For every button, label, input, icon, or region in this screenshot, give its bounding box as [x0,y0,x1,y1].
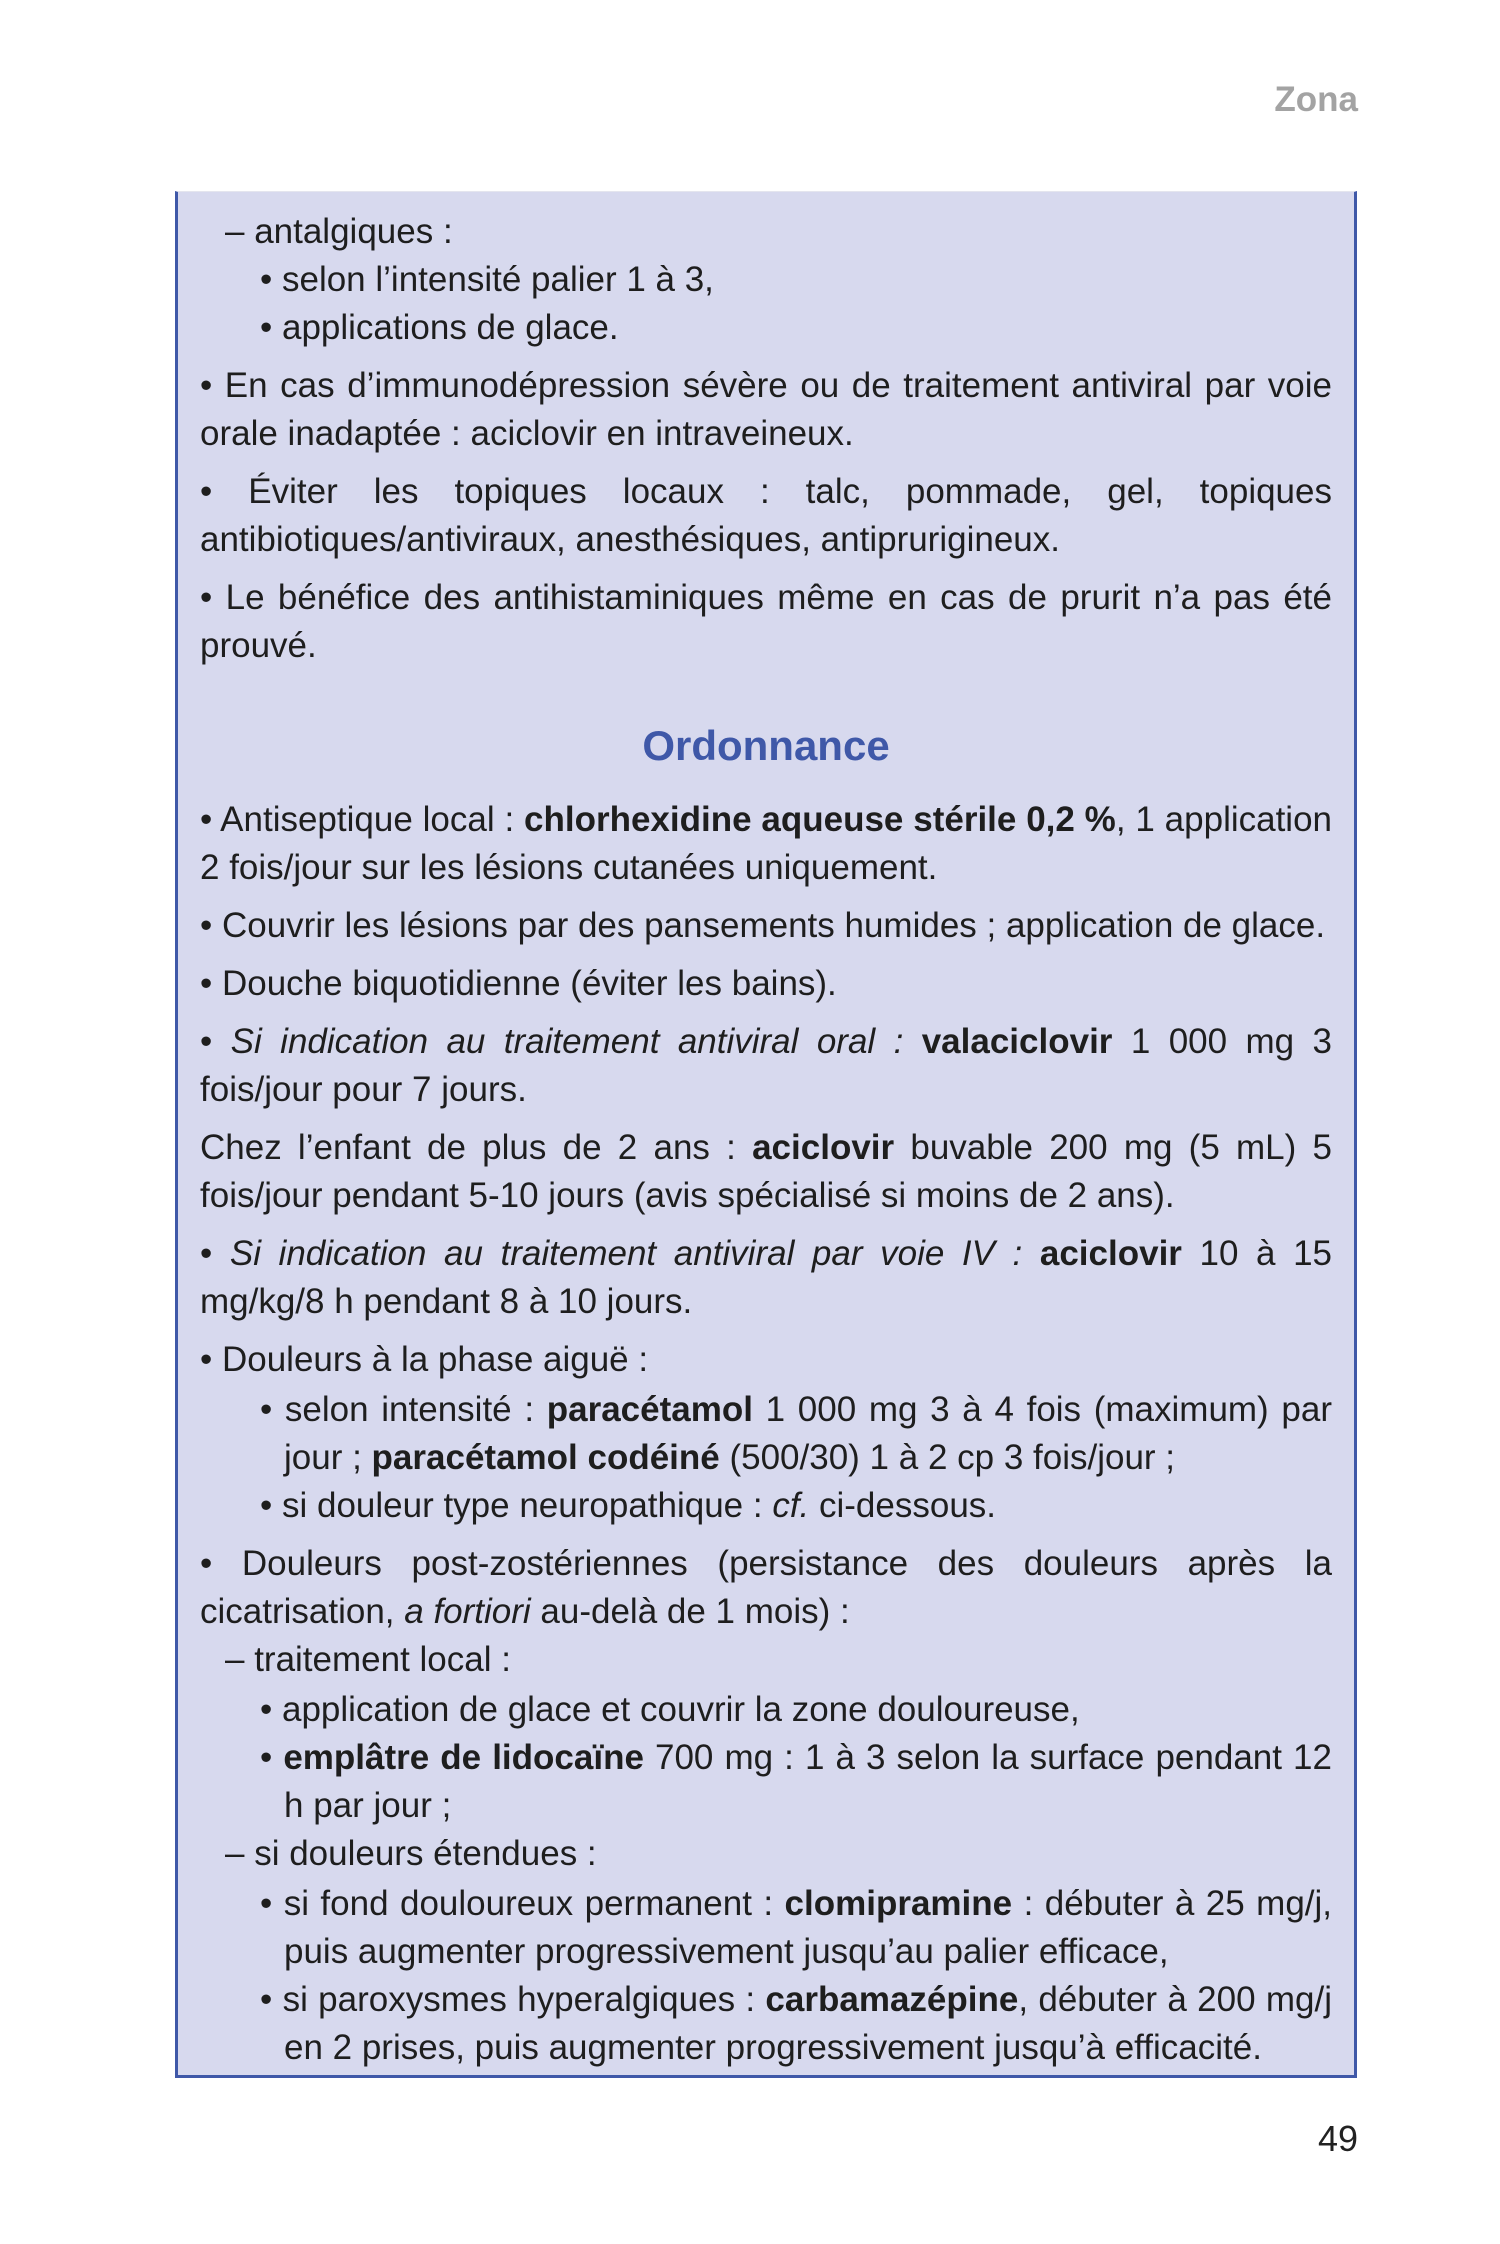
list-item: • si paroxysmes hyperalgiques : carbamazépine, débuter à 200 mg/j en 2 prises, puis augmenter progressivement jusqu’à efficacité. [260,1980,1332,2067]
list-item: • Le bénéfice des antihistaminiques même en cas de prurit n’a pas été prouvé. [200,578,1332,665]
list-item: • Couvrir les lésions par des pansements humides ; application de glace. [200,906,1326,945]
list-item: • si douleur type neuropathique : cf. ci-dessous. [260,1486,997,1525]
running-title: Zona [1274,80,1358,119]
list-item: • Douche biquotidienne (éviter les bains). [200,964,837,1003]
list-item: • selon intensité : paracétamol 1 000 mg 3 à 4 fois (maximum) par jour ; paracétamol codéiné (500/30) 1 à 2 cp 3 fois/jour ; [260,1390,1332,1477]
list-item: • Si indication au traitement antiviral par voie IV : aciclovir 10 à 15 mg/kg/8 h pendant 8 à 10 jours. [200,1234,1333,1321]
list-item: • Antiseptique local : chlorhexidine aqueuse stérile 0,2 %, 1 application 2 fois/jour sur les lésions cutanées uniquement. [200,800,1333,887]
list-item: • Éviter les topiques locaux : talc, pommade, gel, topiques antibiotiques/antiviraux, anesthésiques, antiprurigineux. [200,472,1332,559]
list-item: – antalgiques : [225,212,453,251]
list-item: • Si indication au traitement antiviral oral : valaciclovir 1 000 mg 3 fois/jour pour 7 jours. [200,1022,1332,1109]
list-item: • En cas d’immunodépression sévère ou de traitement antiviral par voie orale inadaptée : aciclovir en intraveineux. [200,366,1332,453]
list-item: • Douleurs post-zostériennes (persistance des douleurs après la cicatrisation, a fortiori au-delà de 1 mois) : [200,1544,1332,1631]
list-item: • Douleurs à la phase aiguë : [200,1340,649,1379]
list-item: • emplâtre de lidocaïne 700 mg : 1 à 3 selon la surface pendant 12 h par jour ; [260,1738,1332,1825]
content-box [175,191,1357,2078]
list-item: • applications de glace. [260,308,619,347]
list-item: – traitement local : [225,1640,511,1679]
list-item: • selon l’intensité palier 1 à 3, [260,260,714,299]
list-item: • application de glace et couvrir la zone douloureuse, [260,1690,1080,1729]
section-title: Ordonnance [642,722,890,769]
list-item: • si fond douloureux permanent : clomipramine : débuter à 25 mg/j, puis augmenter progressivement jusqu’au palier efficace, [260,1884,1333,1971]
page-number: 49 [1317,2118,1358,2159]
list-item: – si douleurs étendues : [225,1834,597,1873]
paragraph: Chez l’enfant de plus de 2 ans : aciclovir buvable 200 mg (5 mL) 5 fois/jour pendant 5-10 jours (avis spécialisé si moins de 2 ans). [200,1128,1332,1215]
